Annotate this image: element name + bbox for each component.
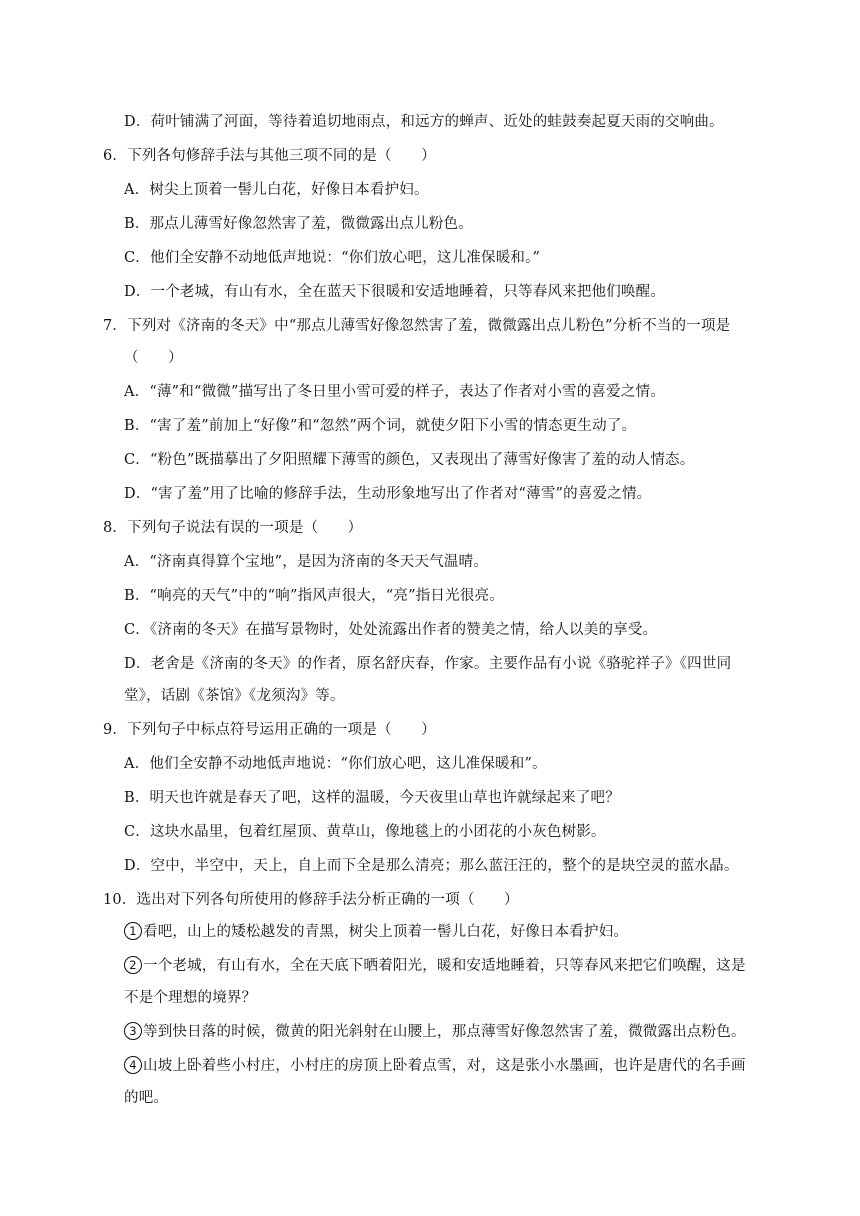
q10-item-1 <box>0 922 860 942</box>
q6-option-b: B．那点儿薄雪好像忽然害了羞，微微露出点儿粉色。 <box>124 216 473 232</box>
q10-item-2-text: 一个老城，有山有水，全在天底下晒着阳光，暖和安适地睡着，只等春风来把它们唤醒，这是 <box>143 958 746 974</box>
q10-item-4-text: 山坡上卧着些小村庄，小村庄的房顶上卧着点雪，对，这是张小水墨画，也许是唐代的名手画 <box>143 1058 746 1074</box>
q10-item-4 <box>0 1056 860 1076</box>
circled-number: 1 <box>124 922 142 940</box>
circled-number: 3 <box>124 1022 142 1040</box>
q10-item-2 <box>0 956 860 976</box>
q7-option-a: A．“薄”和“微微”描写出了冬日里小雪可爱的样子，表达了作者对小雪的喜爱之情。 <box>124 384 665 400</box>
q10-item-1-text: 看吧，山上的矮松越发的青黑，树尖上顶着一髻儿白花，好像日本看护妇。 <box>143 924 629 940</box>
q7-option-b: B．“害了羞”前加上“好像”和“忽然”两个词，就使夕阳下小雪的情态更生动了。 <box>124 418 637 434</box>
q6-option-c: C．他们全安静不动地低声地说：“你们放心吧，这儿准保暖和。” <box>124 250 541 266</box>
q8-option-b: B．“响亮的天气”中的“响”指风声很大，“亮”指日光很亮。 <box>124 588 504 604</box>
q8-option-d-continuation: 堂》，话剧《茶馆》《龙须沟》等。 <box>124 688 345 704</box>
q9-option-c: C．这块水晶里，包着红屋顶、黄草山，像地毯上的小团花的小灰色树影。 <box>124 824 606 840</box>
q10-item-4-continuation: 的吧。 <box>124 1090 169 1106</box>
q8-option-a: A．“济南真得算个宝地”，是因为济南的冬天天气温晴。 <box>124 554 488 570</box>
q6-option-a: A．树尖上顶着一髻儿白花，好像日本看护妇。 <box>124 182 429 198</box>
q10-item-2-continuation: 不是个理想的境界？ <box>124 990 257 1006</box>
q8-option-c: C．《济南的冬天》在描写景物时，处处流露出作者的赞美之情，给人以美的享受。 <box>124 622 658 638</box>
q9-stem: 9．下列句子中标点符号运用正确的一项是（ ） <box>103 722 436 738</box>
circled-number: 4 <box>124 1056 142 1074</box>
circled-number: 2 <box>124 956 142 974</box>
q10-item-3 <box>0 1022 860 1042</box>
q7-stem-continuation: （ ） <box>124 350 183 366</box>
q6-stem: 6．下列各句修辞手法与其他三项不同的是（ ） <box>103 148 436 164</box>
q8-stem: 8．下列句子说法有误的一项是（ ） <box>103 520 363 536</box>
q7-stem: 7．下列对《济南的冬天》中“那点儿薄雪好像忽然害了羞，微微露出点儿粉色”分析不当的一项是 <box>103 318 731 334</box>
q6-option-d: D．一个老城，有山有水，全在蓝天下很暖和安适地睡着，只等春风来把他们唤醒。 <box>124 284 666 300</box>
q9-option-b: B．明天也许就是春天了吧，这样的温暖，今天夜里山草也许就绿起来了吧？ <box>124 790 620 806</box>
q10-stem: 10．选出对下列各句所使用的修辞手法分析正确的一项（ ） <box>103 892 519 908</box>
q9-option-a: A．他们全安静不动地低声地说：“你们放心吧，这儿准保暖和”。 <box>124 756 547 772</box>
q7-option-d: D．“害了羞”用了比喻的修辞手法，生动形象地写出了作者对“薄雪”的喜爱之情。 <box>124 486 652 502</box>
q8-option-d: D．老舍是《济南的冬天》的作者，原名舒庆春，作家。主要作品有小说《骆驼祥子》《四世同 <box>124 656 732 672</box>
q9-option-d: D．空中，半空中，天上，自上而下全是那么清亮；那么蓝汪汪的，整个的是块空灵的蓝水晶。 <box>124 858 739 874</box>
q10-item-3-text: 等到快日落的时候，微黄的阳光斜射在山腰上，那点薄雪好像忽然害了羞，微微露出点粉色。 <box>143 1024 746 1040</box>
q7-option-c: C．“粉色”既描摹出了夕阳照耀下薄雪的颜色，又表现出了薄雪好像害了羞的动人情态。 <box>124 452 695 468</box>
q5-option-d: D．荷叶铺满了河面，等待着追切地雨点，和远方的蝉声、近处的蛙鼓奏起夏天雨的交响曲。 <box>124 114 724 130</box>
